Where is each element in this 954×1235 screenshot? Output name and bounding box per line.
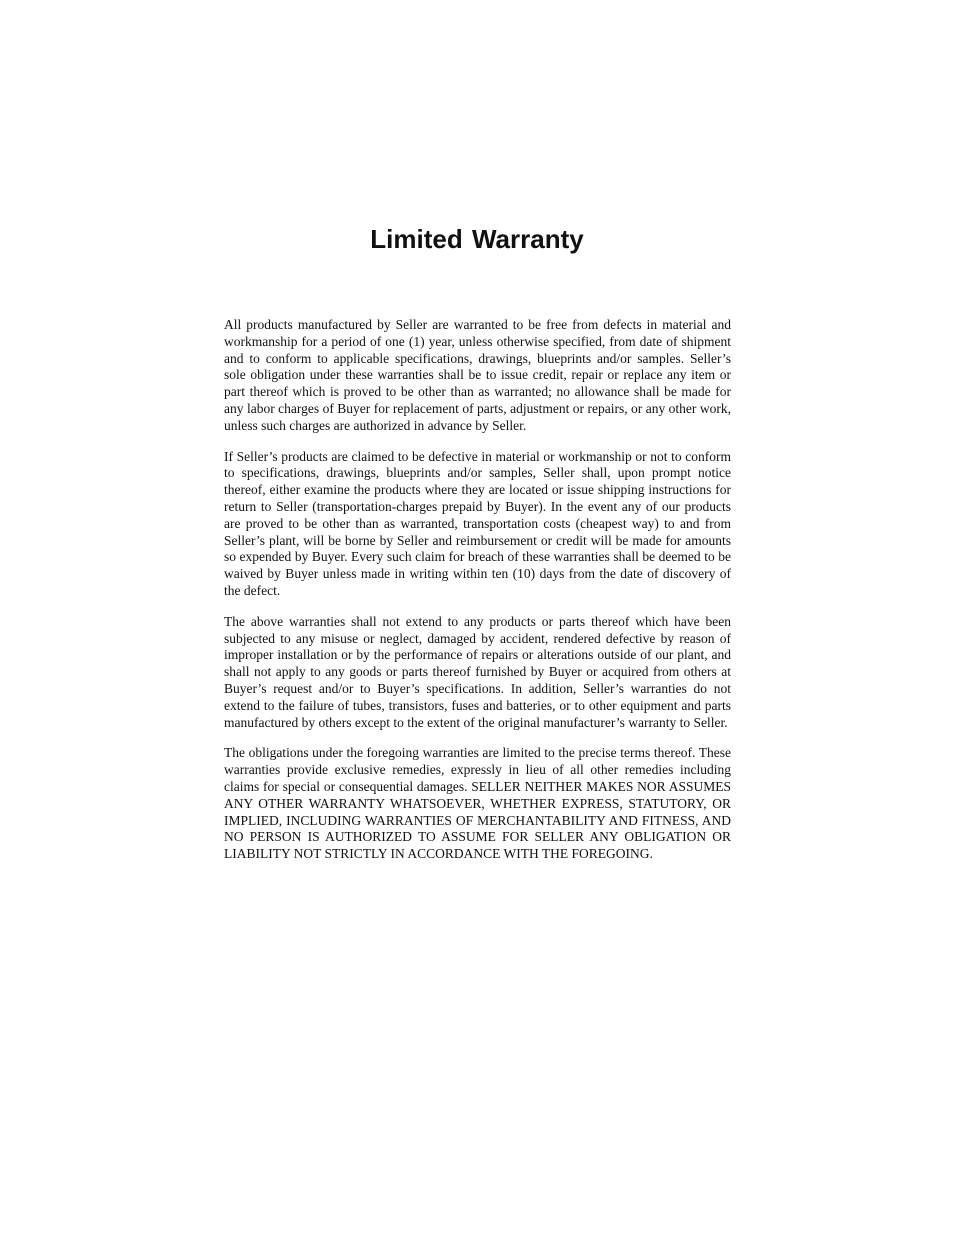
warranty-paragraph-exclusions: The above warranties shall not extend to any products or parts thereof which have been subjected to any misuse or neglect, damaged by accident, rendered defective by reason of improper installation or by the performance of repairs or alterations outside of our plant, and shall not apply to any goods or parts thereof furnished by Buyer or acquired from others at Buyer’s request and/or to Buyer’s specifications. In addition, Seller’s warranties do not extend to the failure of tubes, transistors, fuses and batteries, or to other equipment and parts manufactured by others except to the extent of the original manufacturer’s warranty to Seller. [224,613,731,730]
warranty-body [224,317,731,877]
warranty-paragraph-limitations: The obligations under the foregoing warranties are limited to the precise terms thereof. These warranties provide exclusive remedies, expressly in lieu of all other remedies including claims for special or consequential damages. SELLER NEITHER MAKES NOR ASSUMES ANY OTHER WARRANTY WHATSOEVER, WHETHER EXPRESS, STATUTORY, OR IMPLIED, INCLUDING WARRANTIES OF MERCHANTABILITY AND FITNESS, AND NO PERSON IS AUTHORIZED TO ASSUME FOR SELLER ANY OBLIGATION OR LIABILITY NOT STRICTLY IN ACCORDANCE WITH THE FOREGOING. [224,745,731,862]
warranty-paragraph-claims: If Seller’s products are claimed to be defective in material or workmanship or not to conform to specifications, drawings, blueprints and/or samples, Seller shall, upon prompt notice thereof, either examine the products where they are located or issue shipping instructions for return to Seller (transportation-charges prepaid by Buyer). In the event any of our products are proved to be other than as warranted, transportation costs (cheapest way) to and from Seller’s plant, will be borne by Seller and reimbursement or credit will be made for amounts so expended by Buyer. Every such claim for breach of these warranties shall be deemed to be waived by Buyer unless made in writing within ten (10) days from the date of discovery of the defect. [224,448,731,598]
page-title: Limited Warranty [370,224,584,254]
warranty-paragraph-defects: All products manufactured by Seller are warranted to be free from defects in material and workmanship for a period of one (1) year, unless otherwise specified, from date of shipment and to conform to applicable specifications, drawings, blueprints and/or samples. Seller’s sole obligation under these warranties shall be to issue credit, repair or replace any item or part thereof which is proved to be other than as warranted; no allowance shall be made for any labor charges of Buyer for replacement of parts, adjustment or repairs, or any other work, unless such charges are authorized in advance by Seller. [224,317,731,433]
